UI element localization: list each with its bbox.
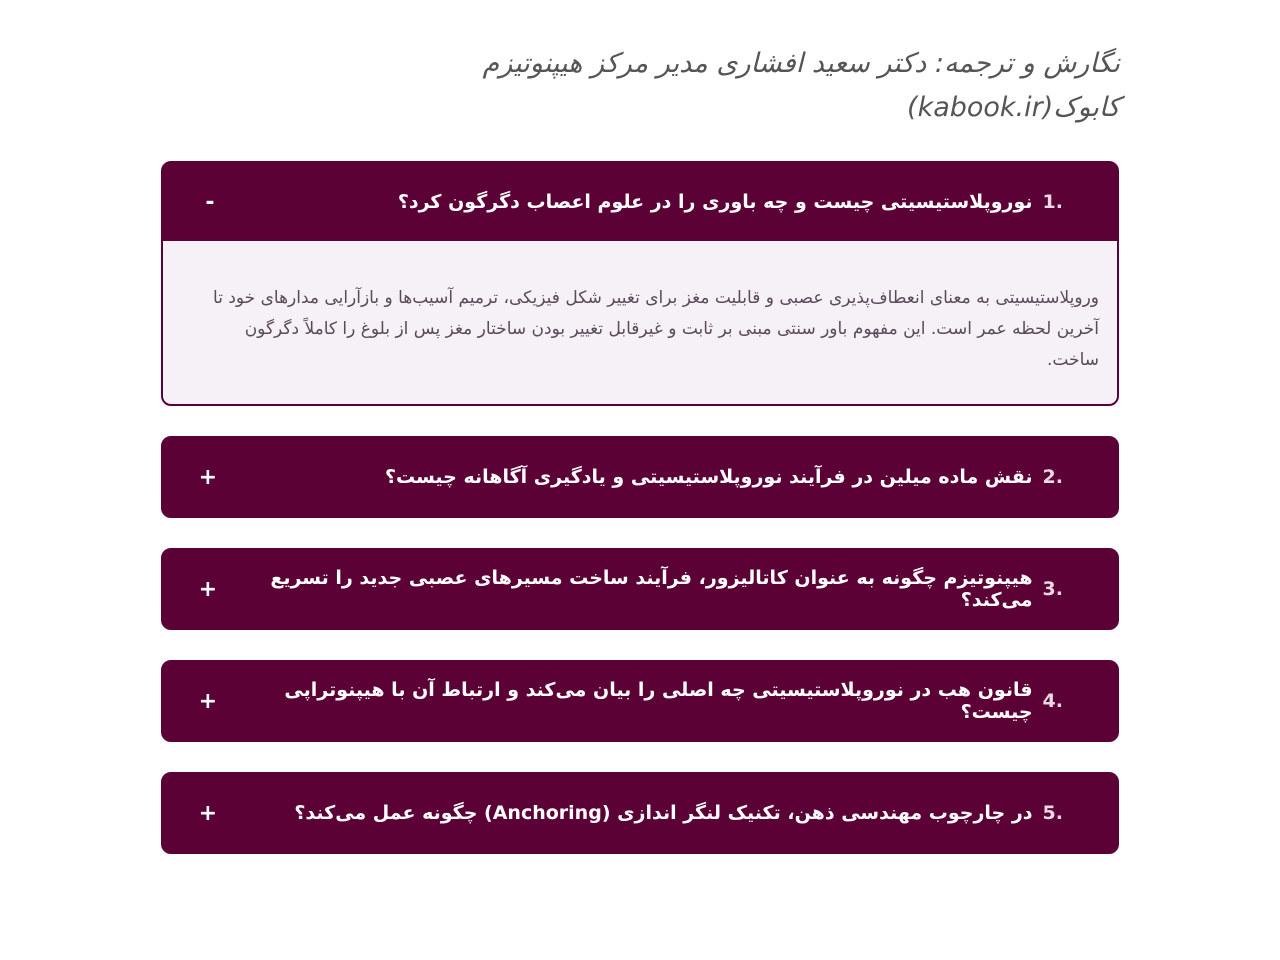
question-text: قانون هب در نوروپلاستیسیتی چه اصلی را بیان می‌کند و ارتباط آن با هیپنوتراپی چیست؟ [284,679,1033,723]
collapse-icon[interactable]: - [205,189,215,215]
question-text: نقش ماده میلین در فرآیند نوروپلاستیسیتی و یادگیری آگاهانه چیست؟ [384,466,1033,488]
expand-icon[interactable]: + [198,464,217,490]
faq-item-1 [161,161,1119,406]
faq-item-3 [161,548,1119,630]
question-text: در چارچوب مهندسی ذهن، تکنیک لنگر اندازی (Anchoring) چگونه عمل می‌کند؟ [294,802,1033,824]
question-number: 5. [1042,802,1063,824]
question-number: 2. [1042,466,1063,488]
expand-icon[interactable]: + [198,576,217,602]
author-intro: نگارش و ترجمه: دکتر سعید افشاری مدیر مرکز هیپنوتیزم کابوک(kabook.ir) [482,48,1120,123]
faq-question-5-header[interactable] [163,774,1117,852]
question-number: 4. [1042,690,1063,712]
faq-item-5 [161,772,1119,854]
expand-icon[interactable]: + [198,688,217,714]
faq-question-4-header[interactable] [163,662,1117,740]
faq-item-2 [161,436,1119,518]
expand-icon[interactable]: + [198,800,217,826]
question-number: 1. [1042,191,1063,213]
faq-question-1-header[interactable] [163,163,1117,241]
faq-question-2-header[interactable] [163,438,1117,516]
question-number: 3. [1042,578,1063,600]
faq-question-3-header[interactable] [163,550,1117,628]
question-text: نوروپلاستیسیتی چیست و چه باوری را در علوم اعصاب دگرگون کرد؟ [397,191,1033,213]
faq-answer-1: وروپلاستیسیتی به معنای انعطاف‌پذیری عصبی و قابلیت مغز برای تغییر شکل فیزیکی، ترمیم آسیب‌ها و بازآرایی مدارهای خود تا آخرین لحظه عمر است. این مفهوم باور سنتی مبنی بر ثابت و غیرقابل تغییر بودن ساختار مغز پس از بلوغ را کاملاً دگرگون ساخت. [163,241,1117,404]
faq-accordion [161,161,1119,884]
question-text: هیپنوتیزم چگونه به عنوان کاتالیزور، فرآیند ساخت مسیرهای عصبی جدید را تسریع می‌کند؟ [270,567,1033,611]
faq-item-4 [161,660,1119,742]
